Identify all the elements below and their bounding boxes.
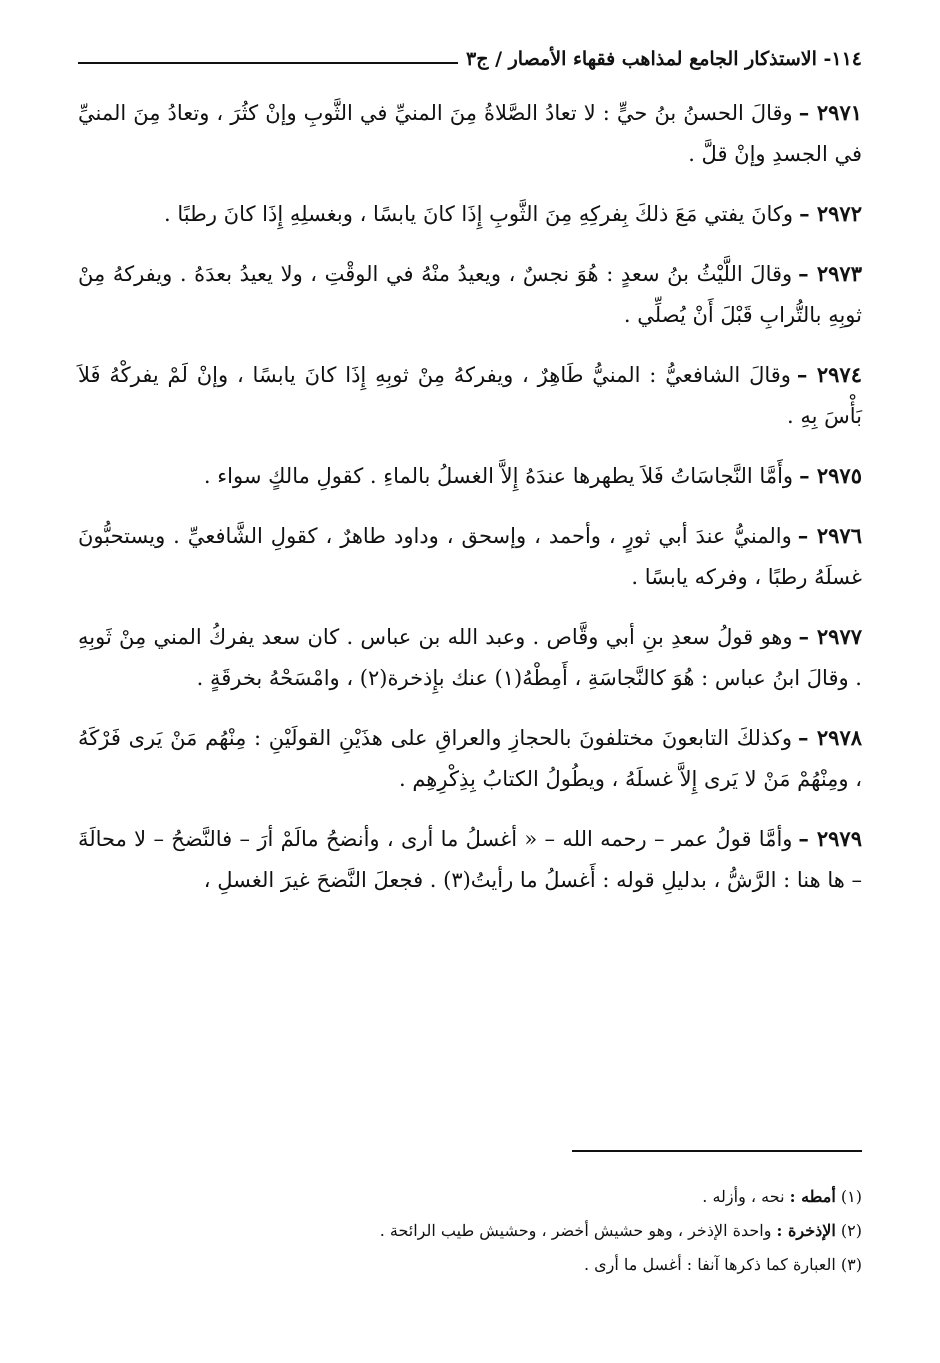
paragraph-text: وقالَ الشافعيُّ : المنيُّ طَاهِرٌ ، ويفركهُ مِنْ ثوبِهِ إِذَا كانَ يابسًا ، وإنْ لَمْ يفركْهُ فَلاَ بَأْسَ بِهِ . bbox=[78, 363, 862, 428]
footnote-3 bbox=[78, 1248, 862, 1282]
paragraph-2976 bbox=[78, 515, 862, 598]
footnote-1 bbox=[78, 1180, 862, 1214]
header-rule bbox=[78, 62, 458, 64]
footnote-2 bbox=[78, 1214, 862, 1248]
paragraph-2978 bbox=[78, 717, 862, 800]
footnote-separator bbox=[572, 1150, 862, 1152]
paragraph-number: ٢٩٧٣ – bbox=[798, 261, 862, 286]
paragraph-number: ٢٩٧٧ – bbox=[798, 624, 863, 649]
paragraph-text: وقالَ الحسنُ بنُ حيٍّ : لا تعادُ الصَّلاةُ مِنَ المنيِّ في الثَّوبِ وإنْ كثُرَ ، وتعادُ مِنَ المنيِّ في الجسدِ وإنْ قلَّ . bbox=[78, 101, 862, 166]
paragraph-2977 bbox=[78, 616, 862, 699]
footnote-text: نحه ، وأزله . bbox=[702, 1187, 785, 1206]
paragraph-text: والمنيُّ عندَ أبي ثورٍ ، وأحمد ، وإسحق ، وداود طاهرٌ ، كقولِ الشَّافعيِّ . ويستحبُّونَ غسلَهُ رطبًا ، وفركه يابسًا . bbox=[78, 524, 862, 589]
paragraph-number: ٢٩٧٩ – bbox=[798, 826, 862, 851]
footnote-term: أمطه : bbox=[789, 1187, 836, 1206]
paragraph-text: وأَمَّا النَّجاسَاتُ فَلاَ يطهرها عندَهُ إِلاَّ الغسلُ بالماءِ . كقولِ مالكٍ سواء . bbox=[203, 464, 794, 488]
footnote-term: الإذخرة : bbox=[776, 1221, 836, 1240]
paragraph-2974 bbox=[78, 354, 862, 437]
footnote-text: العبارة كما ذكرها آنفا : أغسل ما أرى . bbox=[583, 1255, 836, 1274]
paragraph-text: وأمَّا قولُ عمر – رحمه الله – « أغسلُ ما أرى ، وأنضحُ مالَمْ أرَ – فالنَّضحُ – لا محالَةَ – ها هنا : الرَّشُّ ، بدليلِ قوله : أَغسلُ ما رأيتُ(٣) . فجعلَ النَّضحَ غيرَ الغسلِ ، bbox=[78, 827, 862, 892]
footnote-mark: (٣) bbox=[840, 1255, 862, 1274]
paragraph-2975 bbox=[78, 455, 862, 497]
page-header bbox=[78, 36, 862, 70]
paragraph-text: وهو قولُ سعدِ بنِ أبي وقَّاص . وعبد الله بن عباس . كان سعد يفركُ المني مِنْ ثَوبِهِ . وقالَ ابنُ عباس : هُوَ كالنَّجاسَةِ ، أَمِطْهُ(١) عنك بإِذخرة(٢) ، وامْسَحْهُ بخرقَةٍ . bbox=[78, 625, 862, 690]
main-text bbox=[78, 92, 862, 919]
footnotes bbox=[78, 1180, 862, 1282]
header-title: ١١٤- الاستذكار الجامع لمذاهب فقهاء الأمصار / ج٣ bbox=[465, 48, 862, 70]
paragraph-number: ٢٩٧٨ – bbox=[798, 725, 863, 750]
paragraph-2971 bbox=[78, 92, 862, 175]
paragraph-text: وكانَ يفتي مَعَ ذلكَ بِفركِهِ مِنَ الثَّوبِ إِذَا كانَ يابسًا ، وبغسلِهِ إِذَا كانَ رطبًا . bbox=[164, 202, 794, 226]
paragraph-number: ٢٩٧٥ – bbox=[799, 463, 862, 488]
footnote-mark: (٢) bbox=[840, 1221, 862, 1240]
paragraph-text: وقالَ اللَّيْثُ بنُ سعدٍ : هُوَ نجسٌ ، ويعيدُ منْهُ في الوقْتِ ، ولا يعيدُ بعدَهُ . ويفركهُ مِنْ ثوبِهِ بالتُّرابِ قَبْلَ أَنْ يُصلِّي . bbox=[78, 262, 862, 327]
paragraph-2979 bbox=[78, 818, 862, 901]
paragraph-2972 bbox=[78, 193, 862, 235]
paragraph-text: وكذلكَ التابعونَ مختلفونَ بالحجازِ والعراقِ على هذَيْنِ القولَيْنِ : مِنْهُم مَنْ يَرى فَرْكَهُ ، ومِنْهُمْ مَنْ لا يَرى إِلاَّ غسلَهُ ، ويطُولُ الكتابُ بِذِكْرِهِم . bbox=[78, 726, 862, 791]
paragraph-number: ٢٩٧١ – bbox=[798, 100, 863, 125]
paragraph-2973 bbox=[78, 253, 862, 336]
footnote-mark: (١) bbox=[840, 1187, 862, 1206]
paragraph-number: ٢٩٧٢ – bbox=[799, 201, 862, 226]
paragraph-number: ٢٩٧٤ – bbox=[796, 362, 862, 387]
footnote-text: واحدة الإذخر ، وهو حشيش أخضر ، وحشيش طيب الرائحة . bbox=[379, 1221, 772, 1240]
paragraph-number: ٢٩٧٦ – bbox=[797, 523, 862, 548]
